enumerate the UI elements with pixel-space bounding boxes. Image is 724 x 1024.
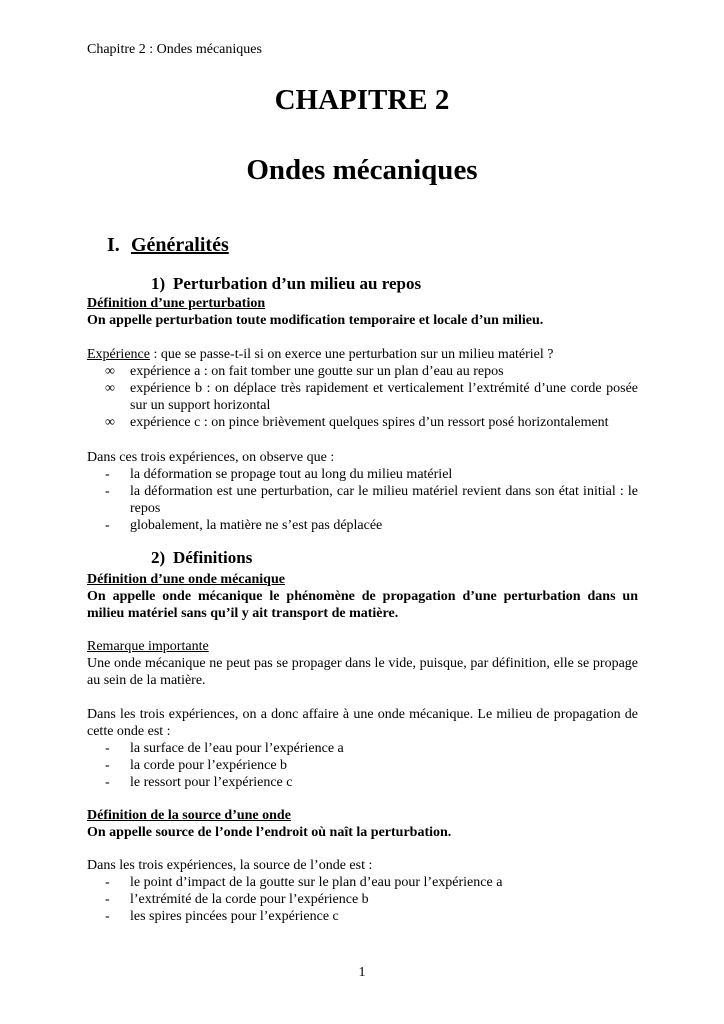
chapter-subtitle: Ondes mécaniques bbox=[246, 154, 478, 186]
list-item: - le point d’impact de la goutte sur le plan d’eau pour l’expérience a bbox=[105, 875, 503, 890]
list-item: - les spires pincées pour l’expérience c bbox=[105, 909, 339, 924]
infinity-bullet: ∞ bbox=[105, 364, 115, 379]
dash-bullet: - bbox=[105, 518, 110, 533]
section-title: Généralités bbox=[131, 234, 229, 256]
definition-text: On appelle onde mécanique le phénomène de propagation d’une perturbation dans un milieu matériel sans qu’il y ait transport de matière. bbox=[87, 589, 638, 621]
definition-perturbation bbox=[87, 295, 638, 329]
dash-bullet: - bbox=[105, 875, 110, 890]
running-header: Chapitre 2 : Ondes mécaniques bbox=[87, 42, 262, 57]
experience-question bbox=[87, 346, 638, 363]
page-number: 1 bbox=[358, 965, 366, 980]
remark-label: Remarque importante bbox=[87, 639, 209, 654]
dash-bullet: - bbox=[105, 892, 110, 907]
definition-label: Définition d’une onde mécanique bbox=[87, 572, 285, 587]
observation-list bbox=[0, 466, 724, 534]
list-item: - le ressort pour l’expérience c bbox=[105, 775, 293, 790]
infinity-bullet: ∞ bbox=[105, 381, 115, 396]
dash-bullet: - bbox=[105, 467, 110, 482]
list-item: ∞ expérience b : on déplace très rapidement et verticalement l’extrémité d’une corde posée sur un support horizontal bbox=[105, 381, 638, 413]
dash-bullet: - bbox=[105, 741, 110, 756]
section-heading bbox=[107, 234, 229, 257]
dash-bullet: - bbox=[105, 909, 110, 924]
infinity-bullet: ∞ bbox=[105, 415, 115, 430]
observation-intro: Dans ces trois expériences, on observe que : bbox=[87, 450, 335, 465]
section-number: I. bbox=[107, 234, 120, 256]
source-intro: Dans les trois expériences, la source de l’onde est : bbox=[87, 858, 373, 873]
definition-label: Définition de la source d’une onde bbox=[87, 808, 291, 823]
definition-text: On appelle source de l’onde l’endroit où naît la perturbation. bbox=[87, 825, 452, 840]
dash-bullet: - bbox=[105, 775, 110, 790]
experience-question-text: : que se passe-t-il si on exerce une perturbation sur un milieu matériel ? bbox=[149, 347, 554, 362]
definition-label: Définition d’une perturbation bbox=[87, 296, 266, 311]
list-item: - globalement, la matière ne s’est pas déplacée bbox=[105, 518, 383, 533]
experience-label: Expérience bbox=[87, 347, 150, 362]
list-item: - la déformation est une perturbation, car le milieu matériel revient dans son état initial : le repos bbox=[105, 484, 638, 516]
dash-bullet: - bbox=[105, 484, 110, 499]
definition-source bbox=[87, 807, 638, 841]
list-item: ∞ expérience a : on fait tomber une goutte sur un plan d’eau au repos bbox=[105, 364, 504, 379]
milieu-list bbox=[0, 740, 724, 791]
list-item: - la surface de l’eau pour l’expérience a bbox=[105, 741, 344, 756]
definition-text: On appelle perturbation toute modification temporaire et locale d’un milieu. bbox=[87, 313, 544, 328]
dash-bullet: - bbox=[105, 758, 110, 773]
remark-block bbox=[87, 638, 638, 689]
list-item: ∞ expérience c : on pince brièvement quelques spires d’un ressort posé horizontalement bbox=[105, 415, 609, 430]
remark-text: Une onde mécanique ne peut pas se propager dans le vide, puisque, par définition, elle se propage au sein de la matière. bbox=[87, 656, 638, 688]
list-item: - la corde pour l’expérience b bbox=[105, 758, 288, 773]
source-list bbox=[0, 874, 724, 925]
experiment-list bbox=[0, 363, 724, 431]
subsection-number: 1) bbox=[151, 274, 166, 293]
subsection-title: Perturbation d’un milieu au repos bbox=[173, 274, 422, 293]
list-item: - l’extrémité de la corde pour l’expérience b bbox=[105, 892, 369, 907]
definition-onde bbox=[87, 571, 638, 622]
subsection-title: Définitions bbox=[173, 548, 253, 567]
chapter-title: CHAPITRE 2 bbox=[274, 84, 450, 116]
subsection-heading-1 bbox=[151, 274, 421, 294]
subsection-number: 2) bbox=[151, 548, 166, 567]
subsection-heading-2 bbox=[151, 548, 252, 568]
list-item: - la déformation se propage tout au long du milieu matériel bbox=[105, 467, 453, 482]
milieu-intro: Dans les trois expériences, on a donc affaire à une onde mécanique. Le milieu de propagation de cette onde est : bbox=[87, 707, 638, 739]
